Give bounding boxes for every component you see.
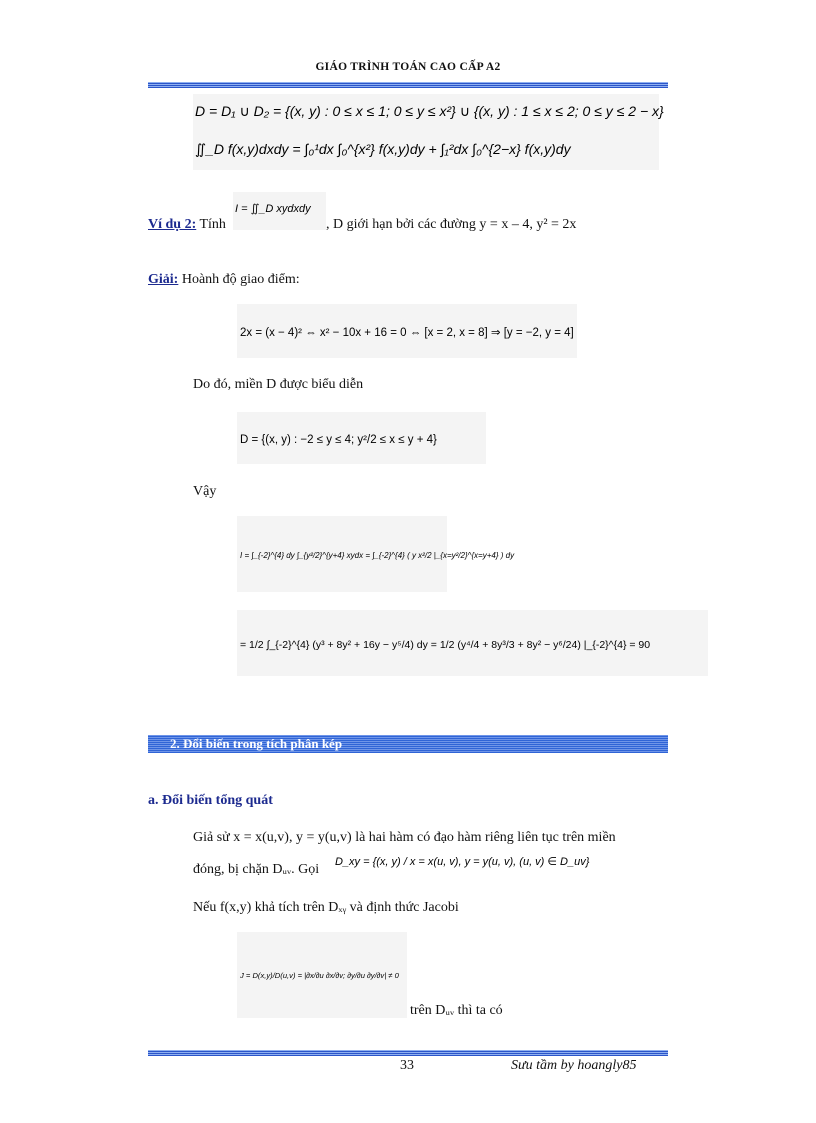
section-bar xyxy=(148,735,668,753)
subsection-title: a. Đổi biến tổng quát xyxy=(148,793,273,808)
top-formula-svg xyxy=(193,94,664,170)
footer-credit: Sưu tầm by hoangly85 xyxy=(511,1058,637,1073)
iterated-integral-formula: I = ∫_{-2}^{4} dy ∫_{y²/2}^{y+4} xydx = ∫_{-2}^{4} ( y x²/2 |_{x=y²/2}^{x=y+4} ) dy xyxy=(240,551,515,560)
dxy-set-svg xyxy=(333,846,673,876)
para1-line2: đóng, bị chặn Dᵤᵥ. Gọi xyxy=(193,862,320,877)
example2-text-before: Tính xyxy=(196,217,226,232)
intersection-equation-box xyxy=(237,304,577,358)
page-header-title: GIÁO TRÌNH TOÁN CAO CẤP A2 xyxy=(315,61,501,73)
jacobian-box xyxy=(237,932,407,1018)
example2-label: Ví dụ 2: xyxy=(148,217,197,232)
domain-set-svg xyxy=(237,412,486,464)
jacobian-after-text: trên Dᵤᵥ thì ta có xyxy=(410,1003,503,1018)
example2-integral-svg xyxy=(233,192,326,230)
solution-text: Hoành độ giao điểm: xyxy=(178,272,300,287)
jacobian-formula: J = D(x,y)/D(u,v) = |∂x/∂u ∂x/∂v; ∂y/∂u ∂y/∂v| ≠ 0 xyxy=(240,971,399,980)
domain-union-formula: D = D₁ ∪ D₂ = {(x, y) : 0 ≤ x ≤ 1; 0 ≤ y ≤ x²} ∪ {(x, y) : 1 ≤ x ≤ 2; 0 ≤ y ≤ 2 − x} xyxy=(195,103,664,119)
top-formula-block xyxy=(193,94,664,170)
example2-integral: I = ∬_D xydxdy xyxy=(235,203,311,215)
solution-label: Giải: xyxy=(148,272,179,287)
example2-integral-box xyxy=(233,192,326,230)
result-formula: = 1/2 ∫_{-2}^{4} (y³ + 8y² + 16y − y⁵/4) dy = 1/2 (y⁴/4 + 8y³/3 + 8y² − y⁶/24) |_{-2}^{4} = 90 xyxy=(240,639,651,651)
iterated-integral-box xyxy=(237,516,515,592)
solution-line xyxy=(148,271,300,289)
dxy-set-formula: D_xy = {(x, y) / x = x(u, v), y = y(u, v), (u, v) ∈ D_uv} xyxy=(335,856,590,868)
domain-intro: Do đó, miền D được biểu diễn xyxy=(193,377,364,392)
example2-line xyxy=(148,216,226,234)
therefore-text: Vậy xyxy=(193,484,217,499)
dxy-set-box xyxy=(333,846,673,876)
domain-set-formula: D = {(x, y) : −2 ≤ y ≤ 4; y²/2 ≤ x ≤ y + 4} xyxy=(240,434,437,446)
domain-set-box xyxy=(237,412,486,464)
section-title: 2. Đổi biến trong tích phân kép xyxy=(170,736,343,751)
result-box xyxy=(237,610,708,676)
integral-split-formula: ∬_D f(x,y)dxdy = ∫₀¹dx ∫₀^{x²} f(x,y)dy + ∫₁²dx ∫₀^{2−x} f(x,y)dy xyxy=(195,141,571,157)
para2-text: Nếu f(x,y) khả tích trên Dₓᵧ và định thức Jacobi xyxy=(193,900,459,915)
para1-line1: Giả sử x = x(u,v), y = y(u,v) là hai hàm có đạo hàm riêng liên tục trên miền xyxy=(193,830,616,845)
jacobian-svg xyxy=(237,932,407,1018)
footer-rule xyxy=(148,1050,668,1056)
intersection-equation: 2x = (x − 4)² ⇔ x² − 10x + 16 = 0 ⇔ [x = 2, x = 8] ⇒ [y = −2, y = 4] xyxy=(240,327,574,339)
header-rule xyxy=(148,82,668,88)
page-number: 33 xyxy=(400,1058,414,1073)
intersection-equation-svg xyxy=(237,304,577,358)
iterated-integral-svg xyxy=(237,516,515,592)
example2-text-after: , D giới hạn bởi các đường y = x – 4, y² = 2x xyxy=(326,217,577,232)
result-svg xyxy=(237,610,708,676)
